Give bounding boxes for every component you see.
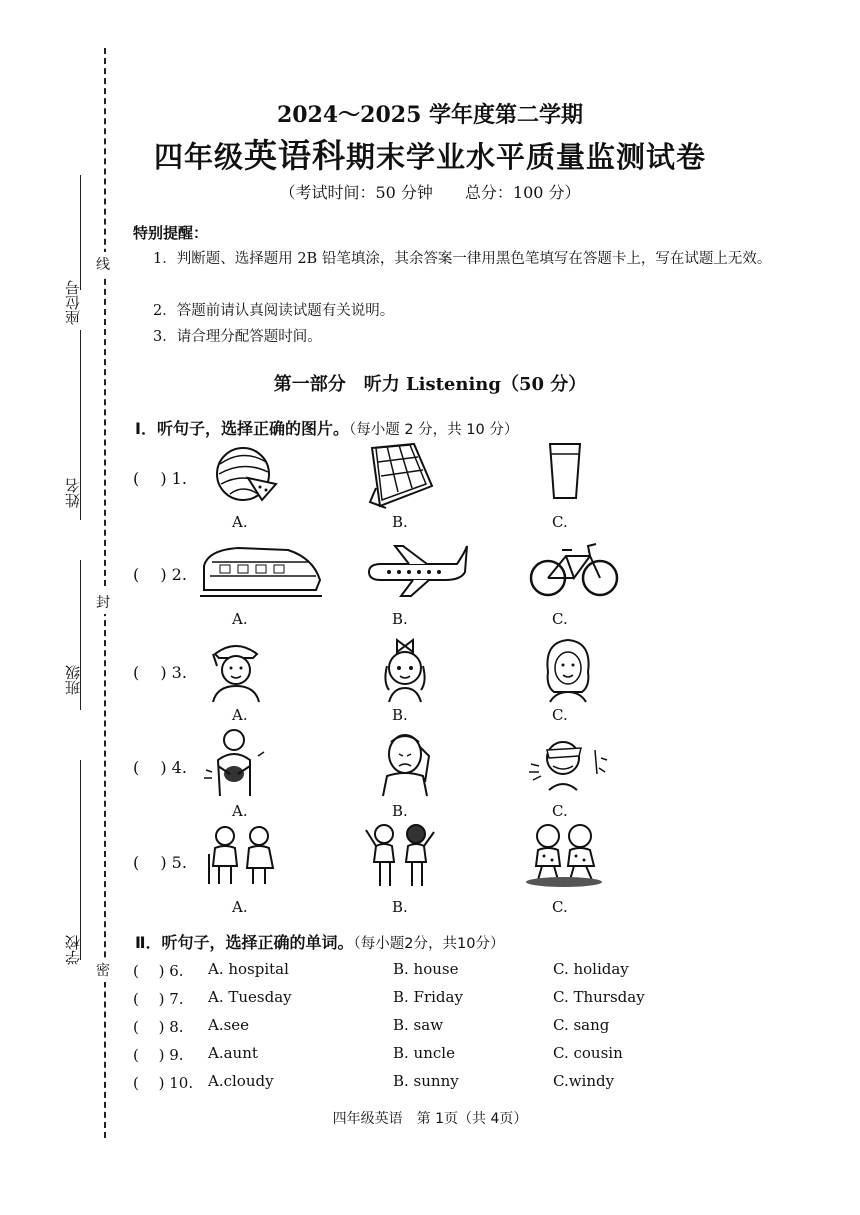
section-one-title [135, 416, 518, 439]
woman-icon [538, 632, 598, 704]
q3-option-b: B. [392, 706, 408, 724]
q2-option-a: A. [232, 610, 248, 628]
question-9-number: ( ) 9. [133, 1046, 184, 1064]
name-label: 姓名 [64, 478, 82, 508]
question-4-number: ( ) 4. [133, 758, 187, 777]
q4-option-a: A. [232, 802, 248, 820]
q5-option-c: C. [552, 898, 568, 916]
cut-word-line: 线 [96, 252, 110, 276]
q1-option-c: C. [552, 513, 568, 531]
title-grade: 四年级 [153, 140, 244, 174]
q1-option-a: A. [232, 513, 248, 531]
notice-item-2: 2．答题前请认真阅读试题有关说明。 [153, 303, 395, 319]
q7-option-a: A. Tuesday [208, 988, 292, 1006]
title-subject: 英语科 [244, 136, 346, 175]
cut-word-seal: 封 [96, 590, 110, 614]
question-10-number: ( ) 10. [133, 1074, 194, 1092]
stomachache-icon [200, 726, 268, 798]
plane-icon [365, 542, 470, 597]
q10-option-b: B. sunny [393, 1072, 459, 1090]
exam-term: 2024～2025 学年度第二学期 [276, 102, 584, 128]
question-6-number: ( ) 6. [133, 962, 184, 980]
children-icon [522, 820, 606, 888]
sneeze-icon [525, 730, 613, 792]
q5-option-a: A. [232, 898, 248, 916]
grandparents-icon [205, 824, 281, 888]
q6-option-b: B. house [393, 960, 459, 978]
school-label: 学校 [64, 935, 82, 965]
q9-option-a: A.aunt [208, 1044, 258, 1062]
q5-option-b: B. [392, 898, 408, 916]
q1-option-b: B. [392, 513, 408, 531]
q10-option-a: A.cloudy [208, 1072, 274, 1090]
glass-of-water-icon [545, 440, 585, 502]
q9-option-c: C. cousin [553, 1044, 623, 1062]
police-officer-icon [207, 636, 265, 704]
q8-option-b: B. saw [393, 1016, 444, 1034]
q4-option-c: C. [552, 802, 568, 820]
bicycle-icon [528, 538, 620, 600]
q4-option-b: B. [392, 802, 408, 820]
q2-option-c: C. [552, 610, 568, 628]
question-2-number: ( ) 2. [133, 565, 187, 584]
section-one-instruction: Ⅰ．听句子，选择正确的图片。 [135, 419, 349, 438]
q7-option-c: C. Thursday [553, 988, 645, 1006]
parents-icon [362, 822, 438, 888]
notice-heading: 特别提醒： [133, 224, 209, 242]
school-rule [80, 760, 81, 960]
exam-time-score: （考试时间：50 分钟 总分：100 分） [279, 183, 581, 202]
q10-option-c: C.windy [553, 1072, 615, 1090]
q2-option-b: B. [392, 610, 408, 628]
girl-with-bow-icon [375, 632, 435, 704]
cut-word-secret: 密 [96, 958, 110, 982]
section-one-points: （每小题 2 分，共 10 分） [348, 422, 519, 438]
question-1-number: ( ) 1. [133, 469, 187, 488]
section-two-points: （每小题2分，共10分） [353, 936, 505, 952]
q6-option-a: A. hospital [208, 960, 289, 978]
q3-option-c: C. [552, 706, 568, 724]
chocolate-icon [362, 440, 442, 510]
q8-option-c: C. sang [553, 1016, 610, 1034]
title-rest: 期末学业水平质量监测试卷 [346, 140, 707, 174]
question-7-number: ( ) 7. [133, 990, 184, 1008]
section-two-instruction: Ⅱ．听句子，选择正确的单词。 [135, 933, 354, 952]
exam-title [0, 130, 860, 177]
q9-option-b: B. uncle [393, 1044, 455, 1062]
notice-item-1: 1．判断题、选择题用 2B 铅笔填涂，其余答案一律用黑色笔填写在答题卡上，写在试题上无效。 [153, 251, 772, 267]
question-5-number: ( ) 5. [133, 853, 187, 872]
question-8-number: ( ) 8. [133, 1018, 184, 1036]
headache-icon [375, 726, 435, 798]
q8-option-a: A.see [208, 1016, 250, 1034]
train-icon [198, 540, 323, 600]
page-footer: 四年级英语 第 1页（共 4页） [332, 1111, 528, 1127]
question-3-number: ( ) 3. [133, 663, 187, 682]
q3-option-a: A. [232, 706, 248, 724]
watermelon-icon [210, 440, 280, 505]
seat-number-label: 座位号 [64, 280, 82, 325]
notice-item-3: 3．请合理分配答题时间。 [153, 329, 322, 345]
class-label: 班级 [64, 665, 82, 695]
part-one-title: 第一部分 听力 Listening（50 分） [273, 374, 587, 395]
q6-option-c: C. holiday [553, 960, 629, 978]
section-two-title [135, 930, 504, 953]
q7-option-b: B. Friday [393, 988, 463, 1006]
